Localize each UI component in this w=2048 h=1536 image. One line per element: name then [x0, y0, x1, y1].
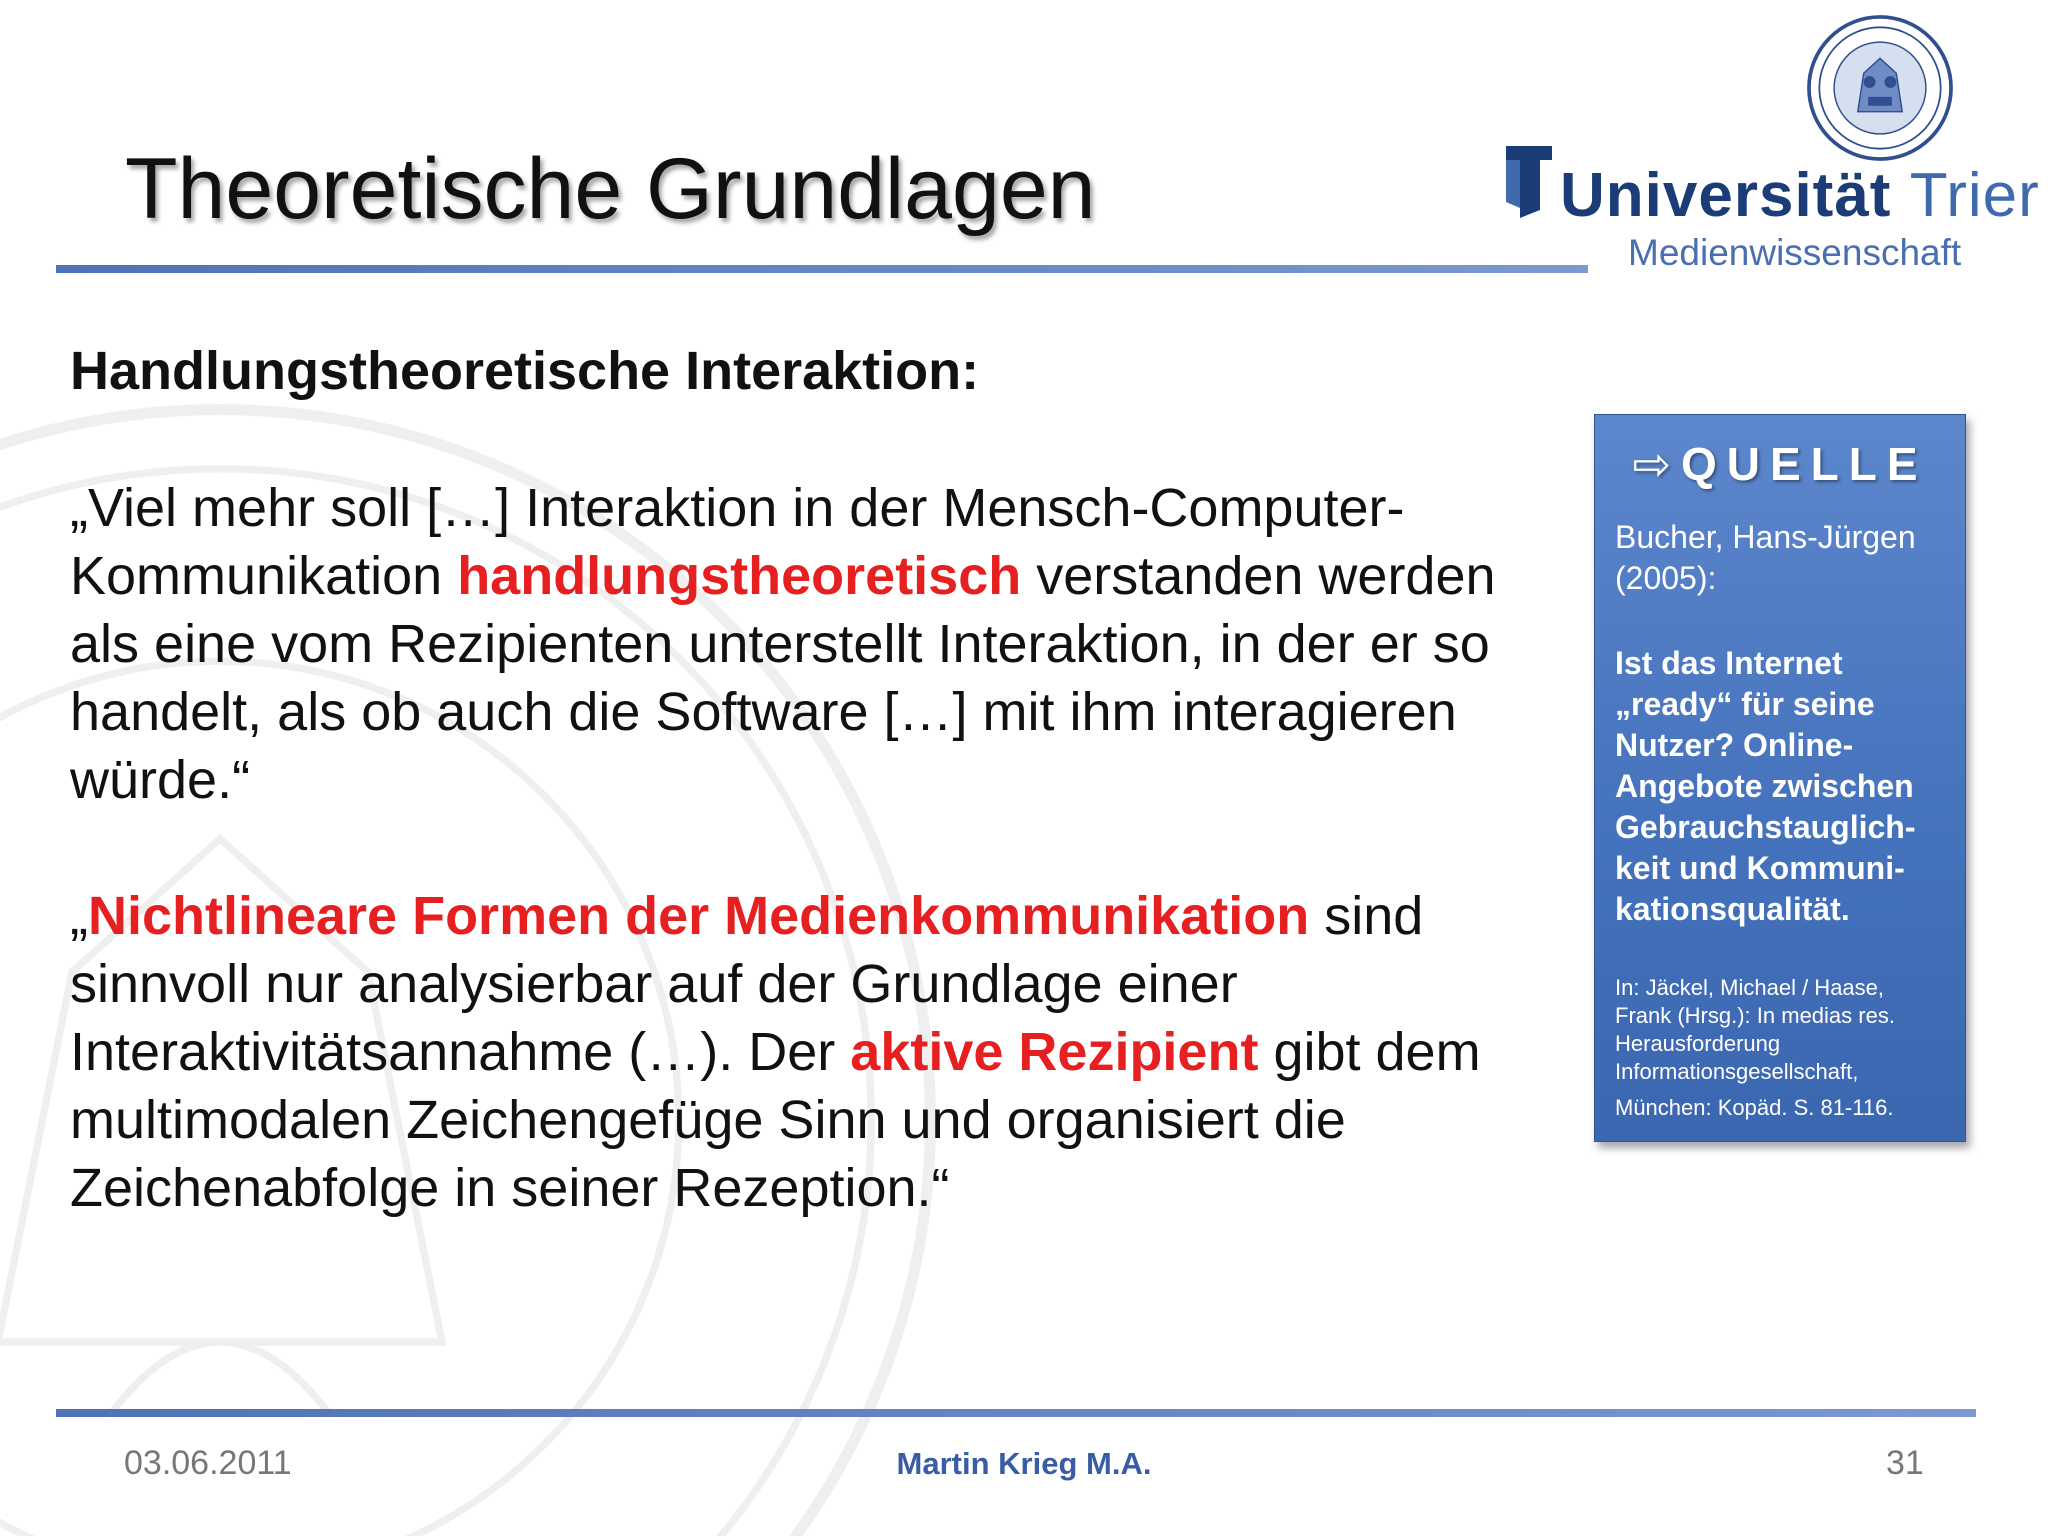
- source-box: [1594, 414, 1966, 1142]
- slide-title: Theoretische Grundlagen: [125, 141, 1096, 237]
- quote-2: [70, 882, 1520, 1222]
- university-name-text: Universität: [1560, 161, 1892, 230]
- quote-1-highlight: handlungstheoretisch: [457, 546, 1022, 606]
- university-name: [1560, 160, 2040, 231]
- source-publication: In: Jäckel, Michael / Haase, Frank (Hrsg.): In medias res. Herausforderung Informationsgesellschaft,: [1615, 975, 1895, 1084]
- slide-content: [70, 340, 1520, 1222]
- source-title: Ist das Internet „ready“ für seine Nutzer? Online-Angebote zwischen Gebrauchstauglich-keit und Kommuni-kationsqualität.: [1615, 645, 1916, 927]
- university-logo-mark: [1506, 146, 1552, 218]
- title-divider: [56, 265, 1588, 273]
- source-label: QUELLE: [1680, 438, 1928, 490]
- quote-2-highlight-2: aktive Rezipient: [850, 1022, 1259, 1082]
- university-seal-icon: [1806, 14, 1954, 162]
- quote-2-text-b: gibt dem multimodalen Zeichengefüge Sinn und organisiert die Zeichenabfolge in seiner Rezeption.“: [70, 1022, 1481, 1218]
- quote-1-text-b: verstanden werden als eine vom Rezipienten unterstellt Interaktion, in der er so handelt, als ob auch die Software […] mit ihm interagieren würde.“: [70, 546, 1496, 810]
- quote-2-highlight-1: Nichtlineare Formen der Medienkommunikation: [87, 886, 1310, 946]
- quote-1-text-a: „Viel mehr soll […] Interaktion in der Mensch-Computer-Kommunikation: [70, 478, 1405, 606]
- arrow-right-icon: ⇨: [1632, 438, 1671, 490]
- quote-2-text-a: sind sinnvoll nur analysierbar auf der Grundlage einer Interaktivitätsannahme (…). Der: [70, 886, 1424, 1082]
- quote-2-open-mark: „: [70, 886, 88, 946]
- university-city: Trier: [1909, 161, 2040, 230]
- quote-1: [70, 474, 1520, 814]
- department-name: Medienwissenschaft: [1628, 232, 1962, 273]
- source-header: [1615, 437, 1945, 491]
- source-place: München: Kopäd. S. 81-116.: [1615, 1095, 1894, 1120]
- footer-author: Martin Krieg M.A.: [896, 1446, 1152, 1481]
- footer-divider: [56, 1409, 1976, 1417]
- source-author: Bucher, Hans-Jürgen (2005):: [1615, 519, 1916, 596]
- content-heading: Handlungstheoretische Interaktion:: [70, 341, 980, 401]
- footer-date: 03.06.2011: [124, 1444, 292, 1482]
- page-number: 31: [1886, 1444, 1924, 1482]
